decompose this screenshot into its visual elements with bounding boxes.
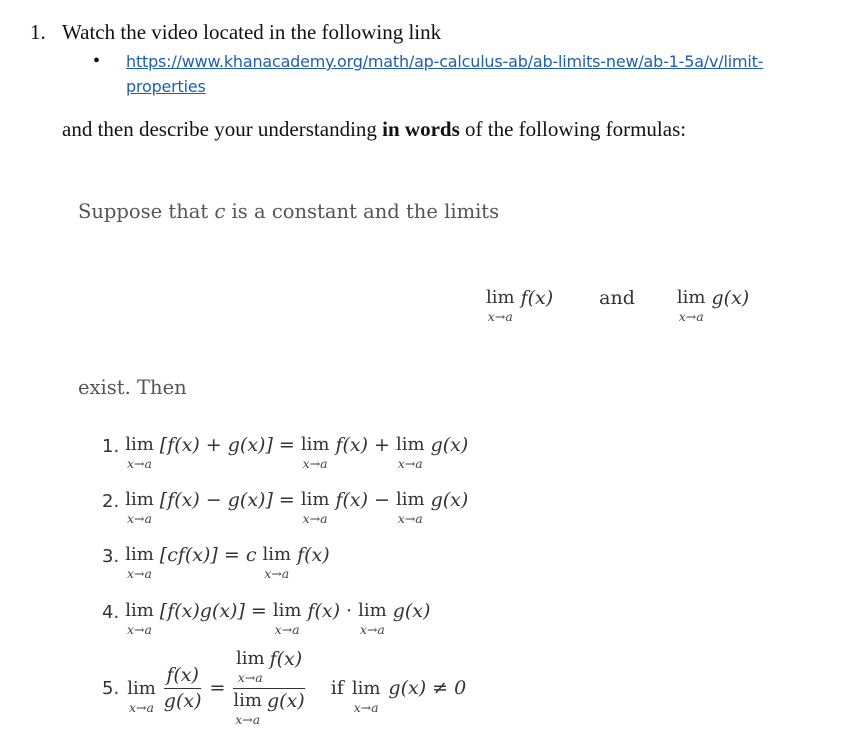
followup-instruction bbox=[62, 117, 686, 142]
lim-sub: x→a bbox=[264, 566, 290, 581]
lim-sub: x→a bbox=[126, 511, 152, 526]
lim-sub: x→a bbox=[302, 456, 328, 471]
formula-mid: f(x) − bbox=[335, 489, 390, 511]
video-link-line2: properties bbox=[126, 77, 206, 96]
formula-rhs: g(x) bbox=[392, 600, 431, 622]
limits-statement bbox=[486, 289, 749, 324]
lim-sub: x→a bbox=[397, 511, 423, 526]
lim-word: lim bbox=[300, 434, 330, 455]
fraction-left bbox=[163, 663, 202, 712]
fraction-numerator: f(x) bbox=[166, 663, 199, 686]
formula-number: 1. bbox=[102, 436, 120, 457]
followup-post: of the following formulas: bbox=[459, 117, 687, 141]
video-link[interactable] bbox=[126, 52, 763, 71]
formula-number: 5. bbox=[102, 677, 120, 699]
lim-operator bbox=[125, 436, 154, 471]
intro-pre: Suppose that bbox=[78, 200, 215, 223]
intro-var: c bbox=[214, 200, 226, 223]
lim-word: lim bbox=[395, 489, 425, 510]
lim-word: lim bbox=[127, 678, 156, 699]
formula-lhs: [f(x) + g(x)] = bbox=[159, 434, 295, 456]
lim-word: lim bbox=[125, 489, 154, 510]
formula-rhs: g(x) bbox=[430, 434, 469, 456]
fraction-bar bbox=[233, 688, 304, 690]
lim-sub: x→a bbox=[128, 700, 154, 715]
lim-word: lim bbox=[395, 434, 425, 455]
denominator-expr: g(x) bbox=[267, 690, 305, 712]
exist-then: exist. Then bbox=[78, 376, 187, 399]
bullet-icon: • bbox=[93, 50, 101, 72]
lim-sub: x→a bbox=[397, 456, 423, 471]
lim-sub: x→a bbox=[274, 622, 300, 637]
video-link-continued[interactable] bbox=[126, 77, 206, 96]
lim-operator bbox=[396, 491, 425, 526]
formula-lhs: [f(x)g(x)] = bbox=[159, 600, 267, 622]
lim-sub: x→a bbox=[359, 622, 385, 637]
lim-word: lim bbox=[486, 287, 515, 308]
lim-operator bbox=[352, 680, 381, 715]
lim-sub: x→a bbox=[678, 309, 704, 324]
lim-word: lim bbox=[125, 600, 154, 621]
followup-bold: in words bbox=[382, 117, 460, 141]
condition-if: if bbox=[330, 676, 344, 699]
lim-operator bbox=[125, 491, 154, 526]
lim-word: lim bbox=[125, 434, 154, 455]
formula-number: 3. bbox=[102, 546, 120, 567]
question-instruction: Watch the video located in the following link bbox=[62, 20, 442, 44]
fraction-bar bbox=[164, 688, 202, 690]
formula-2 bbox=[102, 491, 468, 526]
lim-sub: x→a bbox=[126, 456, 152, 471]
lim-operator bbox=[273, 602, 302, 637]
lim-operator bbox=[396, 436, 425, 471]
formula-mid: f(x) bbox=[297, 544, 330, 566]
formula-number: 2. bbox=[102, 491, 120, 512]
lim-word: lim bbox=[676, 287, 706, 308]
lim-operator bbox=[127, 680, 156, 715]
lim-operator bbox=[233, 692, 262, 727]
lim-word: lim bbox=[233, 690, 262, 711]
formula-lhs: [f(x) − g(x)] = bbox=[159, 489, 295, 511]
formula-4 bbox=[102, 602, 430, 637]
equals-sign: = bbox=[209, 676, 226, 699]
lim-operator bbox=[262, 546, 291, 581]
numerator-expr: f(x) bbox=[269, 648, 303, 670]
formula-1 bbox=[102, 436, 468, 471]
lim-sub: x→a bbox=[126, 622, 152, 637]
limit-g: g(x) bbox=[711, 287, 750, 309]
formula-mid: f(x) · bbox=[307, 600, 353, 622]
lim-operator bbox=[677, 289, 706, 324]
formula-3 bbox=[102, 546, 330, 581]
lim-sub: x→a bbox=[126, 566, 152, 581]
lim-operator bbox=[358, 602, 387, 637]
limit-f: f(x) bbox=[520, 287, 554, 309]
lim-sub: x→a bbox=[237, 670, 263, 685]
video-link-line1: https://www.khanacademy.org/math/ap-calculus-ab/ab-limits-new/ab-1-5a/v/limit- bbox=[126, 52, 764, 71]
condition-rhs: g(x) ≠ 0 bbox=[388, 676, 467, 699]
lim-operator bbox=[125, 602, 154, 637]
lim-sub: x→a bbox=[302, 511, 328, 526]
formula-5 bbox=[102, 650, 466, 727]
lim-word: lim bbox=[300, 489, 330, 510]
fraction-right bbox=[233, 650, 304, 727]
followup-pre: and then describe your understanding bbox=[62, 117, 383, 141]
formula-number: 4. bbox=[102, 602, 120, 623]
intro-post: is a constant and the limits bbox=[225, 200, 500, 223]
formula-lhs: [cf(x)] = c bbox=[159, 544, 257, 566]
and-word: and bbox=[599, 287, 635, 309]
formula-rhs: g(x) bbox=[430, 489, 469, 511]
excerpt-intro bbox=[78, 200, 499, 223]
lim-operator bbox=[125, 546, 154, 581]
lim-sub: x→a bbox=[235, 712, 261, 727]
lim-operator bbox=[301, 491, 330, 526]
lim-operator bbox=[301, 436, 330, 471]
lim-word: lim bbox=[262, 544, 292, 565]
question-number: 1. bbox=[30, 20, 46, 44]
lim-word: lim bbox=[125, 544, 154, 565]
formula-mid: f(x) + bbox=[335, 434, 390, 456]
lim-word: lim bbox=[272, 600, 302, 621]
lim-operator bbox=[486, 289, 515, 324]
lim-word: lim bbox=[358, 600, 387, 621]
fraction-denominator bbox=[233, 692, 304, 727]
lim-word: lim bbox=[235, 648, 265, 669]
fraction-numerator bbox=[236, 650, 302, 685]
lim-sub: x→a bbox=[487, 309, 513, 324]
fraction-denominator: g(x) bbox=[163, 690, 202, 712]
lim-sub: x→a bbox=[353, 700, 379, 715]
lim-word: lim bbox=[351, 678, 381, 699]
lim-operator bbox=[236, 650, 265, 685]
